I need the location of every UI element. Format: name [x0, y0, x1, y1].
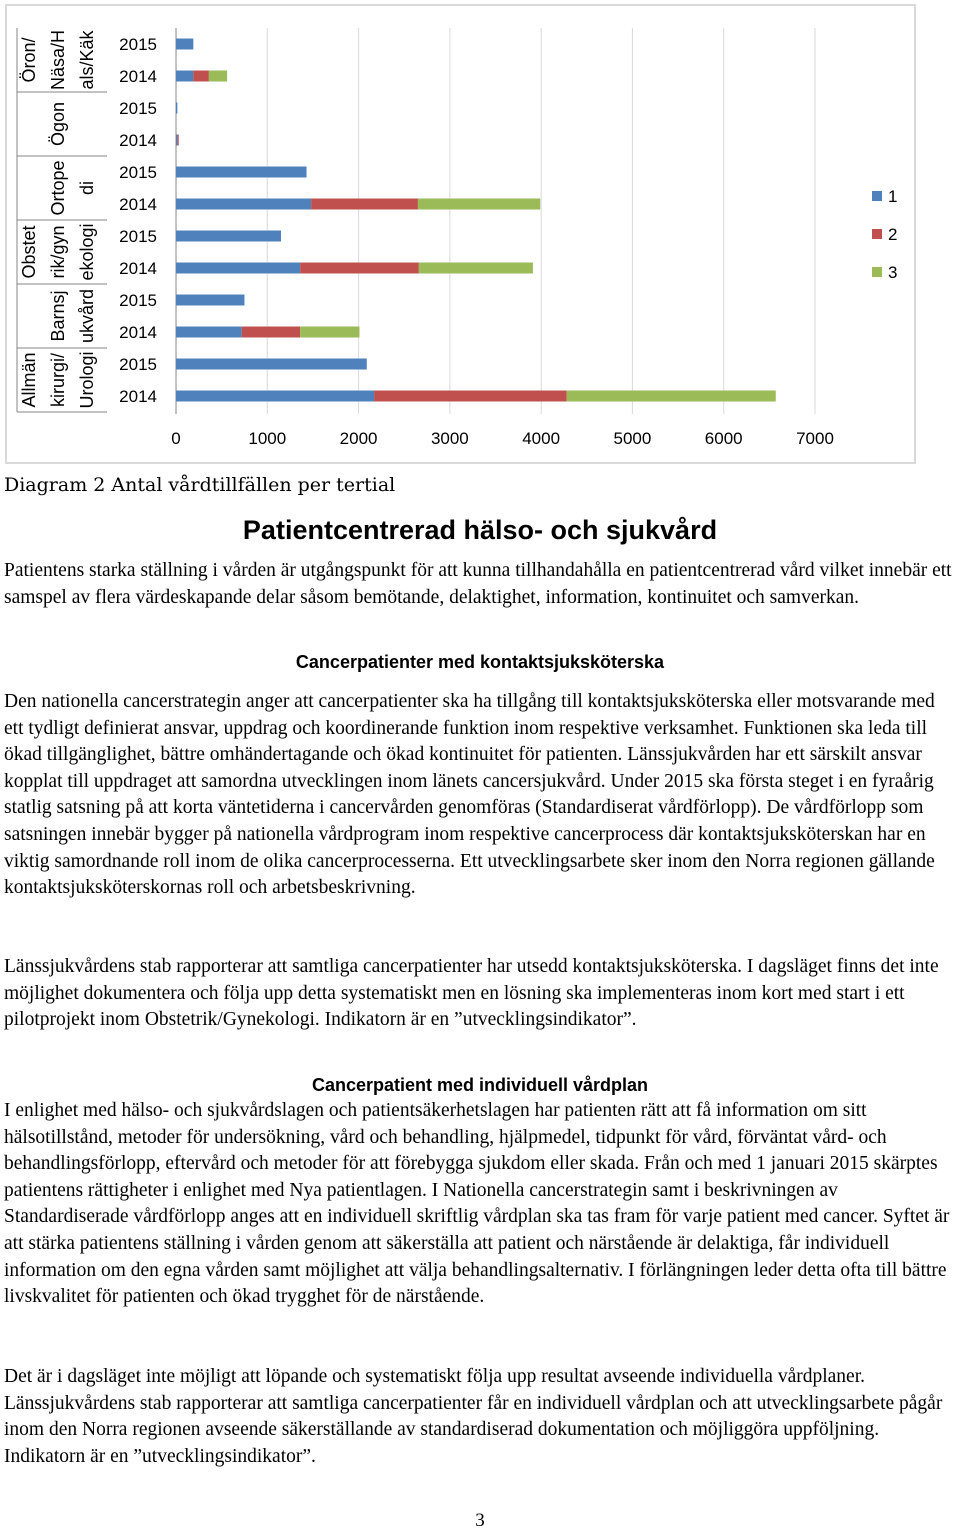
bar-series-1 — [176, 391, 374, 402]
x-tick-label: 0 — [171, 429, 181, 448]
bar-series-1 — [176, 167, 307, 178]
bar-series-1 — [176, 327, 242, 338]
group-label: Allmän — [19, 352, 39, 408]
y-tick-label: 2014 — [119, 259, 157, 278]
y-tick-label: 2014 — [119, 67, 157, 86]
page-number: 3 — [475, 1510, 485, 1531]
bar-chart — [7, 6, 914, 462]
group-label: rik/gyn — [48, 225, 68, 279]
y-tick-label: 2015 — [119, 291, 157, 310]
bar-series-2 — [242, 327, 300, 338]
y-tick-label: 2015 — [119, 35, 157, 54]
legend-label: 3 — [888, 263, 898, 282]
vardplan-paragraph-2: Det är i dagsläget inte möjligt att löpande och systematiskt följa upp resultat avseende individuella vårdplaner. Länssjukvårdens stab rapporterar att samtliga cancerpatienter får en individuell vårdplan och att utvecklingsarbete pågår inom den Norra regionen avseende säkerställande av standardiserad dokumentation och möjliggöra uppföljning. Indikatorn är en ”utvecklingsindikator”. — [4, 1366, 943, 1467]
x-tick-label: 7000 — [796, 429, 834, 448]
y-tick-label: 2015 — [119, 163, 157, 182]
vardplan-paragraph-1: I enlighet med hälso- och sjukvårdslagen och patientsäkerhetslagen har patienten rätt att få information om sitt hälsotillstånd, metoder för undersökning, vård och behandling, hjälpmedel, tidpunkt för vård, förväntat vård- och behandlingsförlopp, eftervård och metoder för att förebygga sjukdom eller skada. Från och med 1 januari 2015 skärptes patientens rättigheter i enlighet med Nya patientlagen. I Nationella cancerstrategin samt i beskrivningen av Standardiserade vårdförlopp anges att en individuell skriftlig vårdplan ska tas fram för varje patient med cancer. Syftet är att stärka patientens ställning i vården genom att säkerställa att patient och närstående är delaktiga, får individuell information om den egna vården samt möjlighet att välja behandlingsalternativ. I förlängningen leder detta ofta till bättre livskvalitet för patienten och ökad trygghet för de närstående. — [4, 1100, 950, 1308]
bar-series-3 — [300, 327, 359, 338]
y-tick-label: 2015 — [119, 355, 157, 374]
legend-label: 1 — [888, 187, 898, 206]
y-tick-label: 2015 — [119, 99, 157, 118]
chart-frame — [5, 4, 916, 464]
section-heading-main: Patientcentrerad hälso- och sjukvård — [242, 515, 718, 545]
x-tick-label: 2000 — [339, 429, 378, 448]
x-tick-label: 6000 — [704, 429, 743, 448]
bar-series-2 — [374, 391, 567, 402]
bar-series-1 — [176, 263, 300, 274]
x-tick-label: 4000 — [522, 429, 561, 448]
legend-swatch-2 — [872, 229, 882, 239]
x-tick-label: 5000 — [613, 429, 652, 448]
legend-swatch-3 — [872, 267, 882, 277]
x-tick-label: 1000 — [248, 429, 287, 448]
bar-series-2 — [311, 199, 418, 210]
group-label: Obstet — [19, 225, 39, 279]
group-label: di — [77, 180, 97, 196]
legend-label: 2 — [888, 225, 898, 244]
bar-series-3 — [209, 71, 227, 82]
heading-vardplan: Cancerpatient med individuell vårdplan — [311, 1075, 649, 1095]
group-label: ukvård — [77, 288, 97, 344]
y-tick-label: 2014 — [119, 195, 157, 214]
heading-kontaktsjukskoterska: Cancerpatienter med kontaktsjuksköterska — [295, 652, 665, 672]
bar-series-1 — [176, 199, 311, 210]
bar-series-1 — [176, 231, 281, 242]
y-tick-label: 2014 — [119, 387, 157, 406]
bar-series-1 — [176, 103, 177, 114]
bar-series-3 — [418, 199, 540, 210]
group-label: Barnsj — [48, 290, 68, 342]
bar-series-2 — [193, 71, 209, 82]
y-tick-label: 2014 — [119, 131, 157, 150]
intro-paragraph: Patientens starka ställning i vården är utgångspunkt för att kunna tillhandahålla en patientcentrerad vård vilket innebär ett samspel av flera värdeskapande delar såsom bemötande, delaktighet, information, kontinuitet och samverkan. — [4, 560, 952, 608]
legend-swatch-1 — [872, 191, 882, 201]
group-label: Ögon — [48, 101, 68, 147]
y-tick-label: 2014 — [119, 323, 157, 342]
bar-series-3 — [567, 391, 776, 402]
x-tick-label: 3000 — [430, 429, 469, 448]
bar-series-2 — [300, 263, 419, 274]
group-label: Ortope — [48, 160, 68, 216]
kontaktsjukskoterska-paragraph-1: Den nationella cancerstrategin anger att cancerpatienter ska ha tillgång till kontaktsjuksköterska eller motsvarande med ett tydligt definierat ansvar, uppdrag och koordinerande funktion inom respektive verksamhet. Funktionen ska leda till ökad tillgänglighet, bättre omhändertagande och ökad kontinuitet för patienten. Länssjukvården har ett särskilt ansvar kopplat till uppdraget att samordna utvecklingen inom länets cancersjukvård. Under 2015 ska första steget i en fyraårig statlig satsning på att korta väntetiderna i cancervården genomföras (Standardiserat vårdförlopp). De vårdförlopp som satsningen innebär bygger på nationella vårdprogram inom respektive cancerprocess där kontaktsjuksköterskan har en viktig samordnande roll inom de olika cancerprocesserna. Ett utvecklingsarbete sker inom den Norra regionen gällande kontaktsjuksköterskornas roll och arbetsbeskrivning. — [4, 691, 935, 899]
bar-series-1 — [176, 359, 367, 370]
bar-series-2 — [177, 135, 178, 146]
group-label: Näsa/H — [48, 29, 68, 91]
bar-series-1 — [176, 39, 193, 50]
figure-caption: Diagram 2 Antal vårdtillfällen per tertial — [4, 474, 396, 496]
bar-series-1 — [176, 71, 193, 82]
group-label: als/Käk — [77, 30, 97, 90]
group-label: Öron/ — [19, 37, 39, 83]
group-label: ekologi — [77, 223, 97, 281]
group-label: kirurgi/ — [48, 352, 68, 408]
kontaktsjukskoterska-paragraph-2: Länssjukvårdens stab rapporterar att samtliga cancerpatienter har utsedd kontaktsjuksköterska. I dagsläget finns det inte möjlighet dokumentera och följa upp detta systematiskt men en lösning ska implementeras inom kort med start i ett pilotprojekt inom Obstetrik/Gynekologi. Indikatorn är en ”utvecklingsindikator”. — [4, 956, 939, 1031]
group-label: Urologi — [77, 351, 97, 409]
bar-series-1 — [176, 135, 177, 146]
bar-series-3 — [419, 263, 533, 274]
y-tick-label: 2015 — [119, 227, 157, 246]
bar-series-1 — [176, 295, 244, 306]
